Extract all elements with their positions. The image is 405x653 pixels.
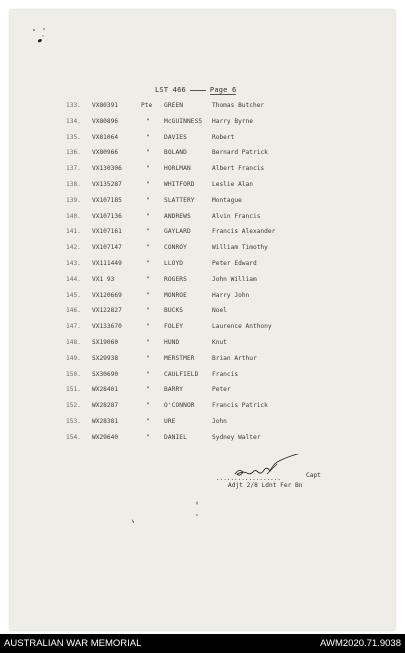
given-names: John William	[212, 275, 257, 283]
rank: "	[146, 307, 150, 315]
service-number: VX107136	[92, 212, 122, 220]
surname: BARRY	[164, 386, 184, 394]
page-label: Page 6	[209, 86, 237, 94]
surname: GAYLARD	[164, 228, 191, 236]
rank: "	[146, 260, 150, 267]
service-number: VX122827	[92, 307, 122, 315]
given-names: Montague	[212, 196, 242, 204]
rank: "	[146, 228, 150, 236]
service-number: VX107185	[92, 196, 122, 204]
surname: MERSTMER	[164, 354, 195, 362]
service-number: VX133670	[92, 323, 122, 331]
service-number: VX1 93	[92, 275, 115, 283]
surname: SLATTERY	[164, 196, 195, 204]
row-number: 152.	[66, 402, 81, 410]
list-row	[10, 134, 395, 144]
given-names: Sydney Walter	[212, 433, 261, 441]
service-number: VX107161	[92, 228, 122, 236]
list-row	[10, 244, 395, 254]
rank: "	[146, 433, 150, 441]
list-row	[10, 402, 395, 412]
row-number: 134.	[66, 117, 81, 125]
speck-mark	[130, 518, 136, 524]
rank: "	[146, 165, 150, 173]
surname: MONROE	[164, 291, 187, 299]
rank: "	[146, 149, 150, 157]
surname: O'CONNOR	[164, 402, 195, 410]
list-row	[10, 418, 395, 428]
given-names: Knut	[212, 339, 227, 346]
row-number: 143.	[66, 260, 81, 267]
row-number: 142.	[66, 244, 81, 252]
surname: HORLMAN	[164, 165, 191, 173]
surname: FOLEY	[164, 323, 184, 331]
surname: CONROY	[164, 244, 187, 252]
rank: "	[146, 354, 150, 362]
row-number: 144.	[66, 275, 81, 283]
given-names: Brian Arthur	[212, 354, 257, 362]
surname: McGUINNESS	[164, 117, 203, 125]
list-row	[10, 292, 395, 302]
service-number: VX120669	[92, 291, 122, 299]
given-names: Harry John	[212, 291, 250, 299]
list-row	[10, 355, 395, 365]
given-names: Alvin Francis	[212, 212, 261, 220]
row-number: 151.	[66, 386, 81, 394]
list-row	[10, 260, 395, 270]
surname: CAULFIELD	[164, 370, 199, 378]
service-number: WX28287	[92, 402, 119, 410]
list-header	[155, 86, 315, 95]
given-names: Thomas Butcher	[212, 102, 265, 109]
given-names: Francis	[212, 370, 239, 378]
list-row	[10, 102, 395, 112]
given-names: William Timothy	[212, 244, 268, 252]
signature-dotted-line: ..................	[216, 475, 282, 482]
row-number: 133.	[66, 102, 81, 109]
row-number: 146.	[66, 307, 81, 315]
row-number: 153.	[66, 418, 81, 425]
speck-mark	[195, 513, 199, 517]
rank: "	[146, 370, 150, 378]
service-number: WX28401	[92, 386, 119, 394]
surname: HUND	[164, 339, 180, 346]
list-row	[10, 165, 395, 175]
service-number: VX80896	[92, 117, 119, 125]
service-number: VX130306	[92, 165, 122, 173]
document-page	[10, 10, 395, 630]
given-names: Harry Byrne	[212, 117, 253, 125]
row-number: 149.	[66, 354, 81, 362]
given-names: Albert Francis	[212, 165, 265, 173]
list-row	[10, 371, 395, 381]
service-number: SX30690	[92, 370, 119, 378]
row-number: 138.	[66, 181, 81, 188]
rank: "	[146, 291, 150, 299]
signature-title: Adjt 2/8 Ldnt Fer Bn	[228, 482, 303, 489]
archive-footer	[0, 634, 405, 653]
service-number: SX19060	[92, 339, 119, 346]
row-number: 154.	[66, 433, 81, 441]
rank: "	[146, 323, 150, 331]
list-row	[10, 213, 395, 223]
given-names: John	[212, 418, 227, 425]
service-number: SX29938	[92, 354, 119, 362]
list-row	[10, 307, 395, 317]
row-number: 140.	[66, 212, 81, 220]
surname: BUCKS	[164, 307, 184, 315]
rank: "	[146, 386, 150, 394]
archive-name: AUSTRALIAN WAR MEMORIAL	[4, 638, 142, 649]
ink-mark-top-left	[30, 24, 56, 50]
row-number: 141.	[66, 228, 81, 236]
given-names: Leslie Alan	[212, 181, 253, 188]
rank: "	[146, 402, 150, 410]
surname: URE	[164, 418, 176, 425]
given-names: Francis Patrick	[212, 402, 268, 410]
service-number: VX107147	[92, 244, 122, 252]
surname: ANDREWS	[164, 212, 191, 220]
surname: ROGERS	[164, 275, 187, 283]
service-number: WX29640	[92, 433, 119, 441]
given-names: Noel	[212, 307, 227, 315]
surname: BOLAND	[164, 149, 187, 157]
list-row	[10, 276, 395, 286]
row-number: 136.	[66, 149, 81, 157]
signature-rank: Capt	[306, 472, 321, 479]
surname: WHITFORD	[164, 181, 195, 188]
row-number: 145.	[66, 291, 81, 299]
speck-mark	[194, 500, 200, 508]
list-row	[10, 228, 395, 238]
rank: Pte	[141, 102, 153, 109]
row-number: 150.	[66, 370, 81, 378]
surname: DANIEL	[164, 433, 187, 441]
rank: "	[146, 133, 150, 141]
rank: "	[146, 244, 150, 252]
list-row	[10, 197, 395, 207]
list-row	[10, 386, 395, 396]
given-names: Peter Edward	[212, 260, 257, 267]
row-number: 148.	[66, 339, 81, 346]
rank: "	[146, 212, 150, 220]
accession-number: AWM2020.71.9038	[320, 638, 401, 649]
service-number: VX80391	[92, 102, 119, 109]
given-names: Bernard Patrick	[212, 149, 268, 157]
row-number: 139.	[66, 196, 81, 204]
surname: GREEN	[164, 102, 184, 109]
rank: "	[146, 181, 150, 188]
rank: "	[146, 117, 150, 125]
service-number: WX28381	[92, 418, 119, 425]
list-row	[10, 181, 395, 191]
service-number: VX80966	[92, 149, 119, 157]
rank: "	[146, 275, 150, 283]
given-names: Robert	[212, 133, 235, 141]
given-names: Peter	[212, 386, 231, 394]
list-row	[10, 323, 395, 333]
rank: "	[146, 339, 150, 346]
list-row	[10, 149, 395, 159]
given-names: Laurence Anthony	[212, 323, 272, 331]
surname: DAVIES	[164, 133, 187, 141]
rank: "	[146, 418, 150, 425]
row-number: 147.	[66, 323, 81, 331]
row-number: 135.	[66, 133, 81, 141]
header-separator	[190, 90, 206, 91]
surname: LLOYD	[164, 260, 184, 267]
given-names: Francis Alexander	[212, 228, 276, 236]
list-row	[10, 434, 395, 444]
service-number: VX81064	[92, 133, 119, 141]
list-row	[10, 118, 395, 128]
rank: "	[146, 196, 150, 204]
service-number: VX135287	[92, 181, 122, 188]
list-row	[10, 339, 395, 349]
service-number: VX111449	[92, 260, 122, 267]
row-number: 137.	[66, 165, 81, 173]
list-label: LST 466	[155, 86, 186, 94]
